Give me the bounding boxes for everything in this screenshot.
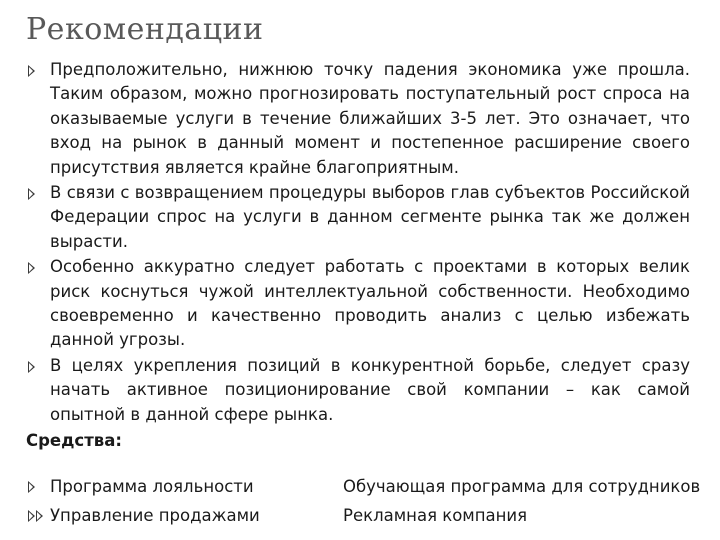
arrow-bullet-icon [36, 510, 43, 522]
tool-item: Обучающая программа для сотрудников [343, 477, 701, 496]
tool-item: Программа лояльности [50, 477, 254, 496]
bullet-text: В целях укрепления позиций в конкурентной борьбе, следует сразу начать активное позиционирование свой компании – как самой опытной в данной сфере рынка. [50, 355, 690, 424]
bullet-text: Особенно аккуратно следует работать с проектами в которых велик риск коснуться чужой интеллектуальной собственности. Необходимо своевременно и качественно проводить анализ с целью избежать данной угрозы. [50, 257, 690, 350]
bullet-item [26, 58, 690, 180]
bullet-text: В связи с возвращением процедуры выборов глав субъектов Российской Федерации спрос на услуги в данном сегменте рынка так же должен вырасти. [50, 183, 690, 251]
tool-item: Управление продажами [50, 506, 260, 525]
tools-heading: Средства: [26, 431, 122, 451]
bullet-item [26, 181, 690, 254]
slide-title: Рекомендации [26, 12, 264, 47]
bullet-item [26, 354, 690, 427]
arrow-bullet-icon [28, 262, 35, 274]
bullet-text: Предположительно, нижнюю точку падения экономика уже прошла. Таким образом, можно прогнозировать поступательный рост спроса на оказываемые услуги в течение ближайших 3-5 лет. Это означает, что вход на рынок в данный момент и постепенное расширение своего присутствия является крайне благоприятным. [50, 60, 690, 177]
arrow-bullet-icon [28, 361, 35, 373]
arrow-bullet-icon [28, 481, 35, 493]
tool-item: Рекламная компания [343, 506, 528, 525]
tools-row [26, 501, 706, 530]
arrow-bullet-icon [28, 65, 35, 77]
arrow-bullet-icon [28, 510, 35, 522]
tools-row [26, 472, 706, 501]
bullet-item [26, 255, 690, 353]
content-body [26, 58, 690, 454]
tools-list [26, 472, 706, 530]
arrow-bullet-icon [28, 188, 35, 200]
